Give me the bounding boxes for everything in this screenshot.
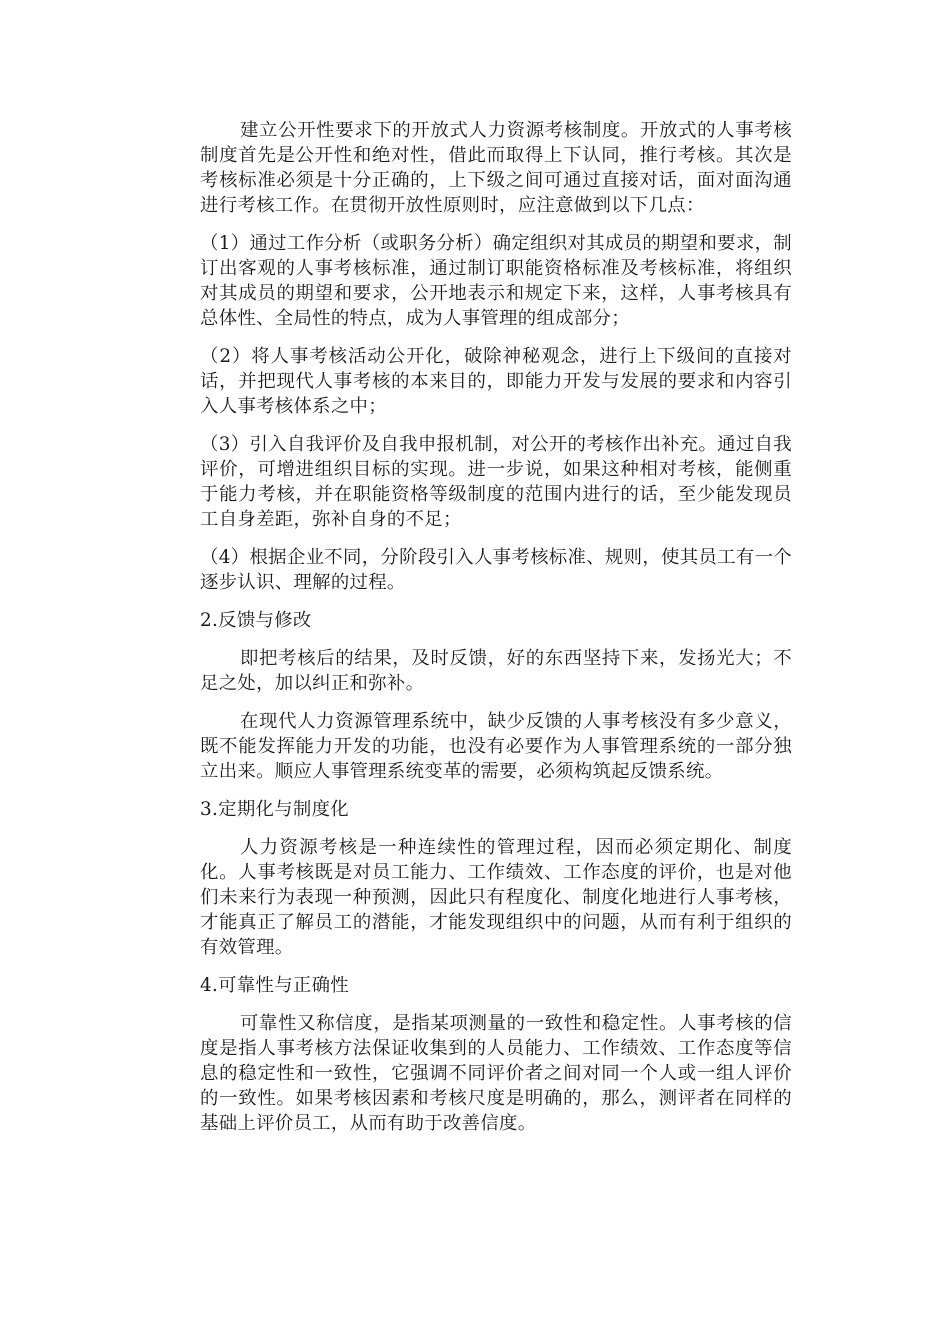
section-heading-regularization: 3.定期化与制度化 [200, 799, 349, 820]
list-item-2: （2）将人事考核活动公开化，破除神秘观念，进行上下级间的直接对话，并把现代人事考核的本来目的，即能力开发与发展的要求和内容引入人事考核体系之中； [200, 346, 792, 417]
paragraph-open-assessment: 建立公开性要求下的开放式人力资源考核制度。开放式的人事考核制度首先是公开性和绝对性，借此而取得上下认同，推行考核。其次是考核标准必须是十分正确的，上下级之间可通过直接对话，面对面沟通进行考核工作。在贯彻开放性原则时，应注意做到以下几点： [200, 120, 792, 216]
section-heading-reliability: 4.可靠性与正确性 [200, 975, 349, 996]
list-item-1: （1）通过工作分析（或职务分析）确定组织对其成员的期望和要求，制订出客观的人事考核标准，通过制订职能资格标准及考核标准，将组织对其成员的期望和要求，公开地表示和规定下来，这样，人事考核具有总体性、全局性的特点，成为人事管理的组成部分； [200, 233, 792, 329]
section-heading-feedback: 2.反馈与修改 [200, 610, 312, 631]
paragraph-reliability: 可靠性又称信度，是指某项测量的一致性和稳定性。人事考核的信度是指人事考核方法保证收集到的人员能力、工作绩效、工作态度等信息的稳定性和一致性，它强调不同评价者之间对同一个人或一组人评价的一致性。如果考核因素和考核尺度是明确的，那么，测评者在同样的基础上评价员工，从而有助于改善信度。 [200, 1013, 792, 1134]
paragraph-feedback-2: 在现代人力资源管理系统中，缺少反馈的人事考核没有多少意义，既不能发挥能力开发的功能，也没有必要作为人事管理系统的一部分独立出来。顺应人事管理系统变革的需要，必须构筑起反馈系统。 [200, 711, 792, 782]
list-item-3: （3）引入自我评价及自我申报机制，对公开的考核作出补充。通过自我评价，可增进组织目标的实现。进一步说，如果这种相对考核，能侧重于能力考核，并在职能资格等级制度的范围内进行的话，至少能发现员工自身差距，弥补自身的不足； [200, 434, 792, 530]
list-item-4: （4）根据企业不同，分阶段引入人事考核标准、规则，使其员工有一个逐步认识、理解的过程。 [200, 547, 792, 593]
paragraph-feedback-1: 即把考核后的结果，及时反馈，好的东西坚持下来，发扬光大；不足之处，加以纠正和弥补。 [200, 648, 792, 694]
document-page [200, 118, 792, 1149]
paragraph-regularization: 人力资源考核是一种连续性的管理过程，因而必须定期化、制度化。人事考核既是对员工能力、工作绩效、工作态度的评价，也是对他们未来行为表现一种预测，因此只有程度化、制度化地进行人事考核，才能真正了解员工的潜能，才能发现组织中的问题，从而有利于组织的有效管理。 [200, 837, 792, 958]
